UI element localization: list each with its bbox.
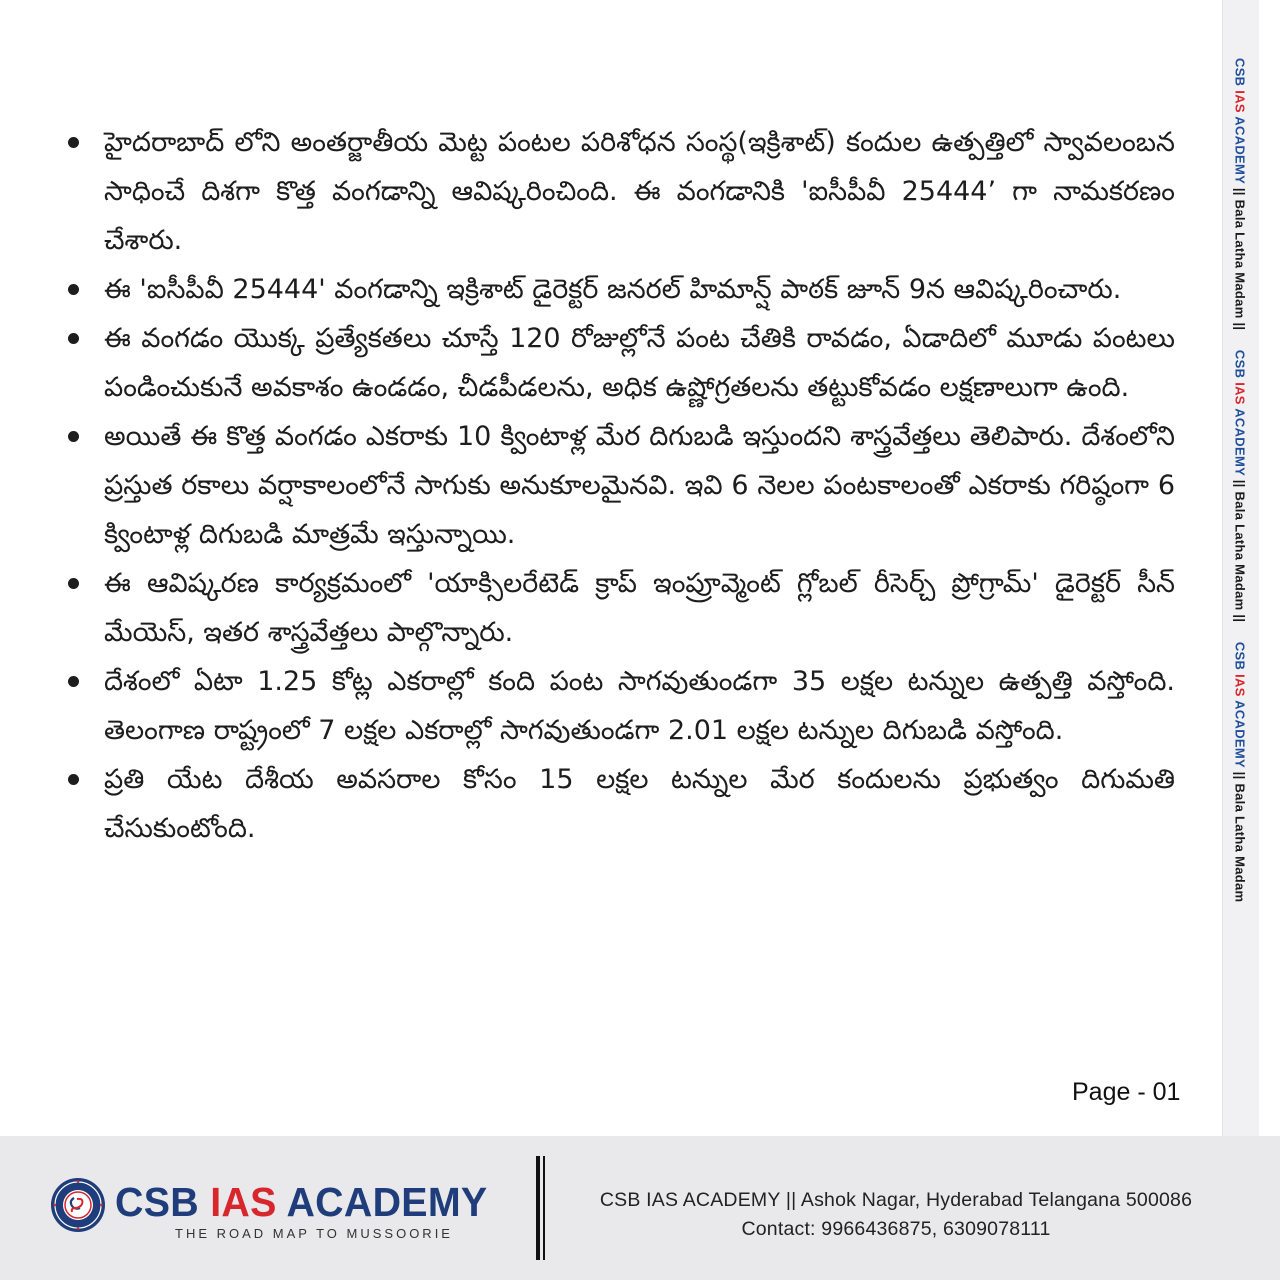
academy-seal-logo-icon — [50, 1177, 106, 1233]
side-label — [1233, 58, 1248, 902]
bullet-dot-icon — [68, 137, 79, 148]
footer-divider — [536, 1156, 540, 1260]
content-area — [60, 118, 1175, 853]
side-label-segment: CSB IAS ACADEMY || Bala Latha Madam || — [1232, 349, 1248, 623]
bullet-dot-icon — [68, 774, 79, 785]
footer-divider — [543, 1156, 545, 1260]
bullet-dot-icon — [68, 284, 79, 295]
brand-tagline: THE ROAD MAP TO MUSSOORIE — [175, 1226, 453, 1241]
bullet-dot-icon — [68, 676, 79, 687]
bullet-item: హైదరాబాద్ లోని అంతర్జాతీయ మెట్ట పంటల పరిశోధన సంస్థ(ఇక్రిశాట్) కందుల ఉత్పత్తిలో స్వావలంబన సాధించే దిశగా కొత్త వంగడాన్ని ఆవిష్కరించింది. ఈ వంగడానికి 'ఐసీపీవీ 25444’ గా నామకరణం చేశారు. — [60, 118, 1175, 265]
bullet-list — [60, 118, 1175, 853]
bullet-dot-icon — [68, 578, 79, 589]
page-number: Page - 01 — [1072, 1078, 1181, 1106]
bullet-item: ఈ ఆవిష్కరణ కార్యక్రమంలో 'యాక్సిలరేటెడ్ క్రాప్ ఇంప్రూవ్మెంట్ గ్లోబల్ రీసెర్చ్ ప్రోగ్రామ్' డైరెక్టర్ సీన్ మేయెస్, ఇతర శాస్త్రవేత్తలు పాల్గొన్నారు. — [60, 559, 1175, 657]
side-label-segment: CSB IAS ACADEMY || Bala Latha Madam || — [1232, 58, 1248, 331]
bullet-item: ఈ వంగడం యొక్క ప్రత్యేకతలు చూస్తే 120 రోజుల్లోనే పంట చేతికి రావడం, ఏడాదిలో మూడు పంటలు పండించుకునే అవకాశం ఉండడం, చీడపీడలను, అధిక ఉష్ణోగ్రతలను తట్టుకోవడం లక్షణాలుగా ఉంది. — [60, 314, 1175, 412]
footer — [0, 1136, 1280, 1280]
bullet-item: దేశంలో ఏటా 1.25 కోట్ల ఎకరాల్లో కంది పంట సాగవుతుండగా 35 లక్షల టన్నుల ఉత్పత్తి వస్తోంది. తెలంగాణ రాష్ట్రంలో 7 లక్షల ఎకరాల్లో సాగవుతుండగా 2.01 లక్షల టన్నుల దిగుబడి వస్తోంది. — [60, 657, 1175, 755]
bullet-item: ప్రతి యేట దేశీయ అవసరాల కోసం 15 లక్షల టన్నుల మేర కందులను ప్రభుత్వం దిగుమతి చేసుకుంటోంది. — [60, 755, 1175, 853]
bullet-dot-icon — [68, 431, 79, 442]
bullet-dot-icon — [68, 333, 79, 344]
footer-address: CSB IAS ACADEMY || Ashok Nagar, Hyderabad Telangana 500086 — [599, 1189, 1193, 1211]
brand-wordmark: CSB IAS ACADEMY — [115, 1179, 488, 1225]
bullet-item: అయితే ఈ కొత్త వంగడం ఎకరాకు 10 క్వింటాళ్ల మేర దిగుబడి ఇస్తుందని శాస్త్రవేత్తలు తెలిపారు. దేశంలోని ప్రస్తుత రకాలు వర్షాకాలంలోనే సాగుకు అనుకూలమైనవి. ఇవి 6 నెలల పంటకాలంతో ఎకరాకు గరిష్ఠంగా 6 క్వింటాళ్ల దిగుబడి మాత్రమే ఇస్తున్నాయి. — [60, 412, 1175, 559]
bullet-item: ఈ 'ఐసీపీవీ 25444' వంగడాన్ని ఇక్రిశాట్ డైరెక్టర్ జనరల్ హిమాన్ష్ పాఠక్ జూన్ 9న ఆవిష్కరించారు. — [60, 265, 1175, 314]
side-label-segment: CSB IAS ACADEMY || Bala Latha Madam — [1232, 641, 1248, 903]
footer-contact: Contact: 9966436875, 6309078111 — [741, 1218, 1051, 1240]
